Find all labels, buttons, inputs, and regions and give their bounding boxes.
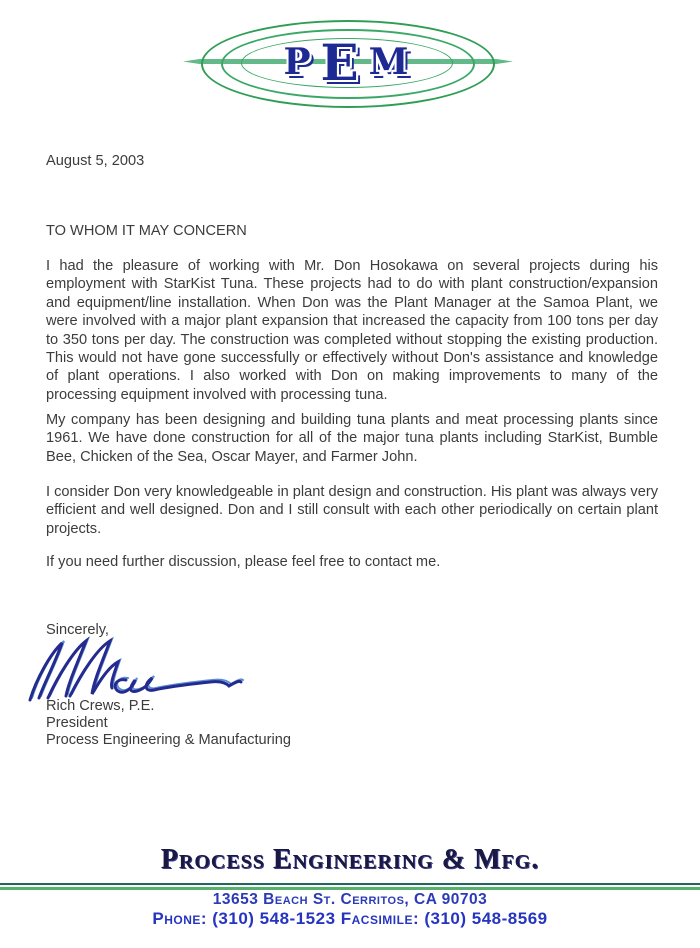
closing: Sincerely, [46, 622, 109, 638]
footer-address: 13653 Beach St. Cerritos, CA 90703 [212, 891, 488, 908]
footer-divider-green-line [0, 887, 700, 890]
paragraph-2: My company has been designing and building tuna plants and meat processing plants since 1961. We have done construction for all of the major tuna plants including StarKist, Bumble Bee, Chicken of the Sea, Oscar Mayer, and Farmer John. [46, 412, 658, 465]
logo-letter-e: E [320, 32, 359, 92]
paragraph-4: If you need further discussion, please feel free to contact me. [46, 554, 441, 570]
logo-letters [201, 18, 491, 106]
paragraph-1: I had the pleasure of working with Mr. Don Hosokawa on several projects during his employment with StarKist Tuna. These projects had to do with plant construction/expansion and equipment/line installation. When Don was the Plant Manager at the Samoa Plant, we were involved with a major plant expansion that increased the capacity from 100 tons per day to 350 tons per day. The construction was completed without stopping the existing production. This would not have gone successfully or effectively without Don's assistance and knowledge of plant operations. I also worked with Don on making improvements to many of the processing equipment involved with processing tuna. [46, 258, 658, 403]
signer-title: President [46, 715, 108, 731]
pem-logo [0, 8, 700, 112]
letter-date: August 5, 2003 [46, 153, 145, 169]
footer-company-name: Process Engineering & Mfg. [160, 844, 540, 875]
logo-letter-p: P [283, 41, 311, 83]
footer-phone-fax: Phone: (310) 548-1523 Facsimile: (310) 548-8569 [152, 909, 548, 928]
footer-divider-dark-line [0, 883, 700, 885]
logo-letter-m: M [368, 41, 409, 83]
paragraph-3: I consider Don very knowledgeable in plant design and construction. His plant was always very efficient and well designed. Don and I still consult with each other periodically on certain plant projects. [46, 484, 658, 537]
signer-name: Rich Crews, P.E. [46, 698, 155, 714]
letter-salutation: TO WHOM IT MAY CONCERN [46, 223, 247, 239]
signer-company: Process Engineering & Manufacturing [46, 732, 291, 748]
signature-handwriting [26, 636, 262, 706]
